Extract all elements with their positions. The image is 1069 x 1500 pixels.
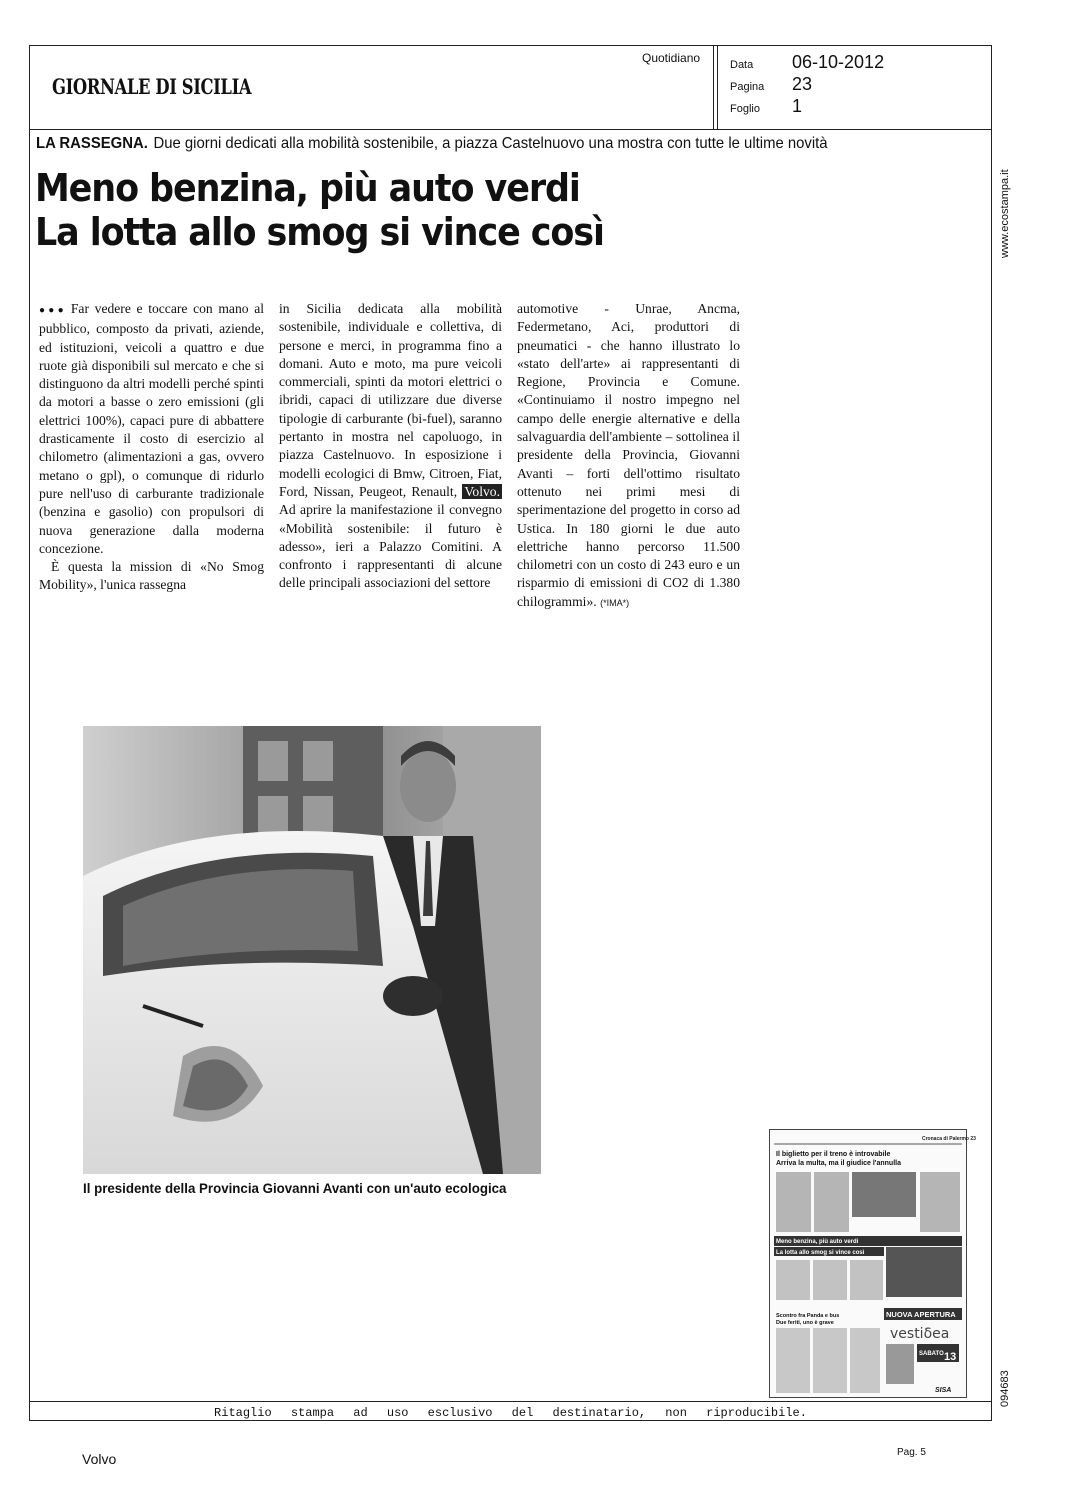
- thumb-headline-mid-2: La lotta allo smog si vince così: [776, 1250, 865, 1256]
- meta-value: 06-10-2012: [792, 52, 885, 72]
- thumb-ad-brand: vestiδea: [890, 1326, 950, 1342]
- header-divider: [713, 46, 714, 129]
- clipping-code: 094683: [999, 1370, 1011, 1407]
- article-column-3: [517, 300, 740, 612]
- meta-row-page: [730, 74, 884, 96]
- thumb-headline-top-2: Arriva la multa, ma il giudice l'annulla: [776, 1160, 901, 1167]
- page-number: Pag. 5: [897, 1447, 926, 1458]
- kicker-text: Due giorni dedicati alla mobilità sostenibile, a piazza Castelnuovo una mostra con tutte le ultime novità: [153, 135, 828, 152]
- footer-separator: [30, 1401, 991, 1402]
- article-headline: [35, 166, 604, 254]
- meta-label: Data: [730, 59, 754, 71]
- client-name: Volvo: [82, 1451, 117, 1467]
- meta-row-date: [730, 52, 884, 74]
- paragraph-text: automotive - Unrae, Ancma, Federmetano, Aci, produttori di pneumatici - che hanno illustrato lo «stato dell'arte» ai rappresentanti di Regione, Provincia e Comune. «Continuiamo il nostro impegno nel campo delle energie alternative e della salvaguardia dell'ambiente – sottolinea il presidente della Provincia, Giovanni Avanti – forti dell'ottimo risultato ottenuto nei primi mesi di sperimentazione del progetto in corso ad Ustica. In 180 giorni le due auto elettriche hanno percorso 11.500 chilometri con un costo di 243 euro e un risparmio di emissioni di CO2 di 1.380 chilogrammi».: [517, 301, 740, 609]
- publication-type: Quotidiano: [642, 51, 701, 65]
- paragraph: [39, 300, 264, 558]
- article-column-2: [279, 300, 502, 593]
- lead-marker: ●●●: [39, 305, 67, 316]
- thumb-headline-bottom-1: Scontro fra Panda e bus: [776, 1313, 840, 1319]
- header-divider: [717, 46, 718, 129]
- article-kicker: [36, 135, 828, 153]
- thumb-ad-date: 13: [944, 1351, 957, 1363]
- thumb-ad-sponsor: SISA: [935, 1387, 952, 1394]
- meta-label: Foglio: [730, 103, 760, 115]
- ecostampa-site: www.ecostampa.it: [999, 169, 1011, 258]
- kicker-label: LA RASSEGNA.: [36, 135, 148, 152]
- meta-row-sheet: [730, 96, 884, 118]
- paragraph: È questa la mission di «No Smog Mobility», l'unica rassegna: [39, 559, 264, 593]
- paragraph: [517, 300, 740, 612]
- page-thumbnail: [769, 1129, 976, 1398]
- thumb-headline-mid-1: Meno benzina, più auto verdi: [776, 1239, 859, 1245]
- thumb-headline-bottom-2: Due feriti, uno è grave: [776, 1320, 834, 1326]
- meta-value: 1: [792, 96, 803, 116]
- thumbnail-page-preview: [770, 1130, 976, 1397]
- header-separator: [30, 129, 991, 130]
- paragraph-text: in Sicilia dedicata alla mobilità sostenibile, individuale e collettiva, di persone e merci, in programma fino a domani. Auto e moto, ma pure veicoli commerciali, spinti da motori elettrici o ibridi, capaci di utilizzare due diverse tipologie di carburante (bi-fuel), saranno pertanto in mostra nel capoluogo, in piazza Castelnuovo. In esposizione i modelli ecologici di Bmw, Citroen, Fiat, Ford, Nissan, Peugeot, Renault,: [279, 301, 502, 499]
- headline-line-2: La lotta allo smog si vince così: [35, 210, 604, 254]
- article-photo: [83, 726, 541, 1174]
- photo-illustration: [83, 726, 541, 1174]
- article-column-1: [39, 300, 264, 595]
- newspaper-logo: GIORNALE DI SICILIA: [52, 74, 252, 99]
- thumb-headline-top-1: Il biglietto per il treno è introvabile: [776, 1151, 891, 1158]
- publication-meta: [730, 52, 884, 118]
- thumb-section: Cronaca di Palermo 23: [922, 1136, 976, 1142]
- clipping-frame: [29, 45, 992, 1421]
- thumb-ad-day: SABATO: [919, 1351, 944, 1357]
- thumb-ad-title: NUOVA APERTURA: [886, 1310, 956, 1319]
- paragraph-text: Ad aprire la manifestazione il convegno «Mobilità sostenibile: il futuro è adesso», ieri a Palazzo Comitini. A confronto i rappresentanti di alcune delle principali associazioni del settore: [279, 502, 502, 591]
- paragraph: [279, 300, 502, 593]
- author-signature: (*IMA*): [600, 597, 630, 608]
- meta-label: Pagina: [730, 81, 765, 93]
- highlighted-keyword: Volvo.: [464, 483, 500, 499]
- headline-line-1: Meno benzina, più auto verdi: [35, 166, 580, 210]
- copyright-disclaimer: Ritaglio stampa ad uso esclusivo del destinatario, non riproducibile.: [214, 1406, 807, 1420]
- meta-value: 23: [792, 74, 813, 94]
- paragraph-text: Far vedere e toccare con mano al pubblico, composto da privati, aziende, ed istituzioni, veicoli a quattro e due ruote già disponibili sul mercato e che si distinguono da altri modelli perché spinti da motori a basse o zero emissioni (gli elettrici 100%), capaci pure di abbattere drasticamente il costo di esercizio al chilometro (alimentazioni a gas, ovvero metano o gpl), o comunque di ridurlo pure nell'uso di carburante tradizionale (benzina e gasolio) con propulsori di nuova generazione dalla moderna concezione.: [39, 301, 265, 556]
- photo-caption: Il presidente della Provincia Giovanni Avanti con un'auto ecologica: [83, 1180, 507, 1196]
